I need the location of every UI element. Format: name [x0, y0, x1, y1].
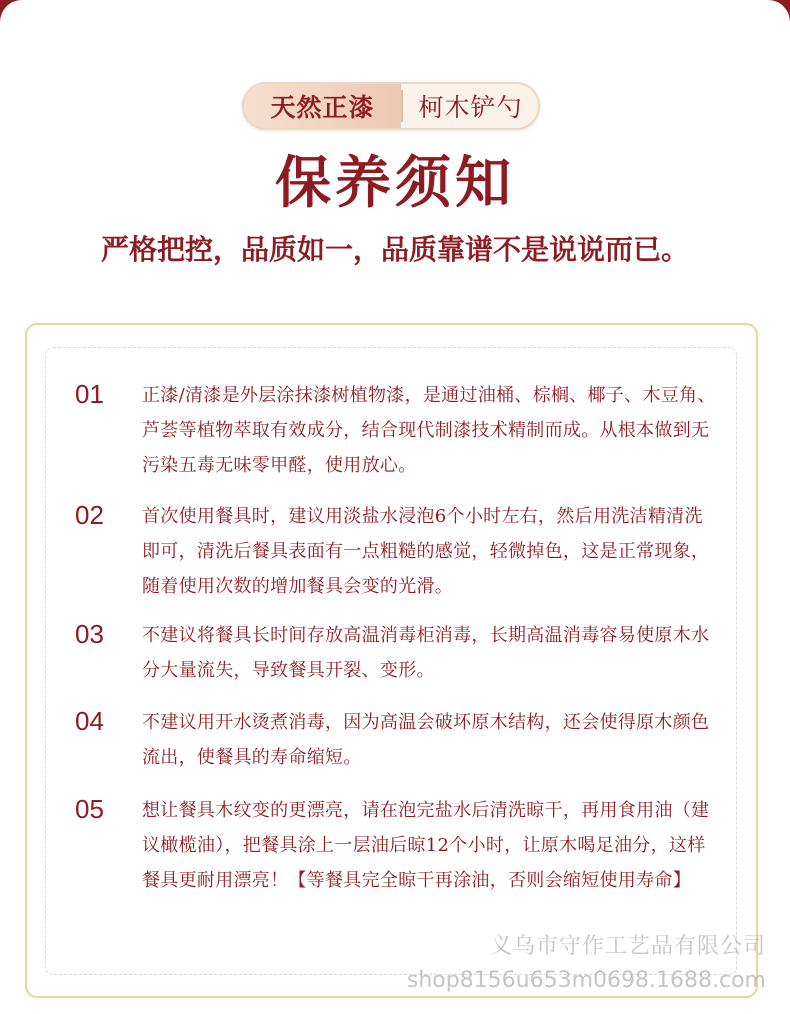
item-number: 04: [75, 706, 104, 736]
item-text: 不建议将餐具长时间存放高温消毒柜消毒，长期高温消毒容易使原木水分大量流失，导致餐具开裂、变形。: [142, 625, 710, 681]
item-number: 02: [75, 500, 104, 530]
item-text: 首次使用餐具时，建议用淡盐水浸泡6个小时左右，然后用洗洁精清洗即可，清洗后餐具表面有一点粗糙的感觉，轻微掉色，这是正常现象，随着使用次数的增加餐具会变的光滑。: [142, 506, 710, 597]
item-number: 03: [75, 619, 104, 649]
item-text: 想让餐具木纹变的更漂亮，请在泡完盐水后清洗晾干，再用食用油（建议橄榄油），把餐具涂上一层油后晾12个小时，让原木喝足油分，这样餐具更耐用漂亮！【等餐具完全晾干再涂油，否则会缩短使用寿命】: [142, 800, 710, 891]
item-number: 05: [75, 794, 104, 824]
page-title: 保养须知: [275, 150, 515, 216]
product-tag-pill: [242, 82, 540, 130]
item-number: 01: [75, 379, 104, 409]
watermark-company: 义乌市守作工艺品有限公司: [489, 934, 766, 959]
watermark-shop-url: shop8156u653m0698.1688.com: [406, 968, 766, 993]
page-subtitle: 严格把控，品质如一，品质靠谱不是说说而已。: [100, 233, 689, 266]
tag-finish: 天然正漆: [244, 84, 401, 128]
tag-product: 柯木铲勺: [418, 93, 523, 122]
item-text: 正漆/清漆是外层涂抹漆树植物漆，是通过油桶、棕榈、椰子、木豆角、芦荟等植物萃取有效成分，结合现代制漆技术精制而成。从根本做到无污染五毒无味零甲醛，使用放心。: [142, 385, 716, 476]
item-text: 不建议用开水烫煮消毒，因为高温会破坏原木结构，还会使得原木颜色流出，使餐具的寿命缩短。: [142, 712, 710, 768]
